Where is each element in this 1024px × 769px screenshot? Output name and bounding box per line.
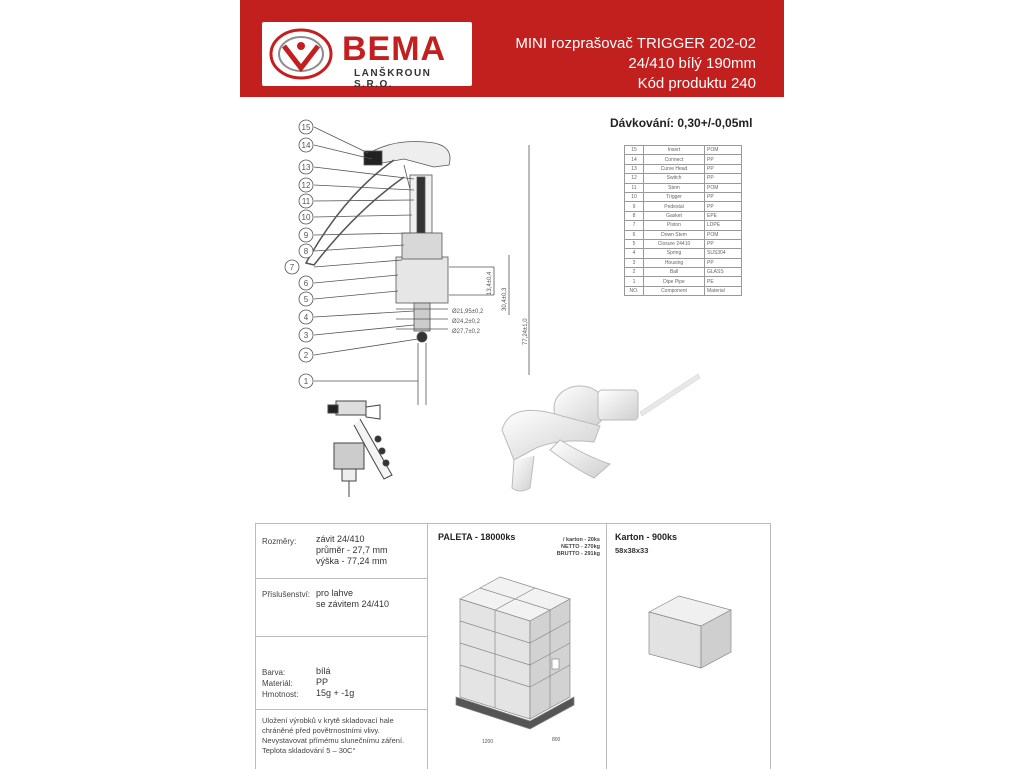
header-banner [240,0,784,97]
parts-row [625,249,742,258]
part-number: 9 [625,202,644,211]
product-photo [490,360,710,500]
parts-row [625,155,742,164]
product-sheet [240,0,784,768]
part-component: Pedestal [644,202,705,211]
carton-illustration [645,592,735,672]
parts-row [625,277,742,286]
callout-8: 8 [303,247,309,256]
color-value: bílá [316,666,331,676]
callout-4: 4 [303,313,309,322]
dimensions-value-2: průměr - 27,7 mm [316,545,388,555]
weight-label: Hmotnost: [262,690,299,699]
part-component: Housing [644,258,705,267]
part-material: PP [705,258,742,267]
part-component: Ball [644,268,705,277]
callout-15: 15 [301,123,311,132]
part-number: 1 [625,277,644,286]
part-material: Material [705,286,742,295]
part-material: EPE [705,211,742,220]
parts-row [625,258,742,267]
callout-6: 6 [303,279,309,288]
part-number: 11 [625,183,644,192]
part-material: PE [705,277,742,286]
storage-note-line: Teplota skladování 5 – 30C° [262,746,356,755]
part-number: 2 [625,268,644,277]
part-component: Piston [644,221,705,230]
storage-note [262,716,424,756]
parts-row [625,192,742,201]
callout-14: 14 [301,141,311,150]
part-material: PP [705,155,742,164]
part-component: Down Stem [644,230,705,239]
parts-table [624,145,742,296]
part-component: Gasket [644,211,705,220]
part-component: Closure 24410 [644,239,705,248]
storage-note-line: chráněné před povětrnostními vlivy. [262,726,380,735]
part-material: LDPE [705,221,742,230]
specs-column [256,524,428,769]
title-line-1: MINI rozprašovač TRIGGER 202-02 [515,35,756,52]
divider [256,709,427,710]
dim-height-2: 30,4±0,3 [502,287,508,311]
part-number: NO. [625,286,644,295]
pallet-illustration [452,569,582,749]
title-line-3: Kód produktu 240 [637,75,756,92]
brand-name: BEMA [342,30,447,68]
dim-diameter-2: Ø24,2±0,2 [452,319,480,325]
part-material: SUS304 [705,249,742,258]
callout-1: 1 [303,377,309,386]
storage-note-line: Uložení výrobků v krytě skladovací hale [262,716,394,725]
accessories-value-1: pro lahve [316,588,354,598]
part-material: GLASS [705,268,742,277]
parts-row [625,286,742,295]
part-number: 14 [625,155,644,164]
divider [256,636,427,637]
part-component: Component [644,286,705,295]
carton-size: 58x38x33 [615,546,649,555]
carton-column [607,524,770,769]
parts-row [625,146,742,155]
pallet-dim-a: 1200 [482,739,494,745]
callout-3: 3 [303,331,309,340]
dim-height-total: 77,24±1,0 [523,318,529,345]
part-number: 5 [625,239,644,248]
carton-title: Karton - 900ks [615,532,678,542]
brand-subtitle: LANŠKROUN S.R.O. [354,68,432,90]
part-number: 12 [625,174,644,183]
parts-row [625,221,742,230]
part-component: Insert [644,146,705,155]
callout-9: 9 [303,231,309,240]
pallet-title: PALETA - 18000ks [438,532,516,542]
part-material: POM [705,183,742,192]
callout-10: 10 [301,213,311,222]
pallet-brutto: BRUTTO - 291kg [556,551,600,557]
callout-13: 13 [301,163,311,172]
title-line-2: 24/410 bílý 190mm [628,55,756,72]
logo-emblem-icon [266,22,336,86]
callout-11: 11 [301,197,311,206]
part-number: 4 [625,249,644,258]
part-number: 15 [625,146,644,155]
part-material: PP [705,202,742,211]
parts-row [625,164,742,173]
part-material: PP [705,174,742,183]
divider [256,578,427,579]
material-value: PP [316,677,329,687]
part-component: Curve Head [644,164,705,173]
part-number: 13 [625,164,644,173]
part-component: Dipe Pipe [644,277,705,286]
parts-row [625,202,742,211]
material-label: Materiál: [262,679,293,688]
part-material: POM [705,230,742,239]
info-panel [255,523,771,769]
part-material: PP [705,239,742,248]
dim-diameter-3: Ø27,7±0,2 [452,329,480,335]
pallet-column [428,524,607,769]
dimensions-value-3: výška - 77,24 mm [316,556,388,566]
pallet-info [557,537,600,558]
pallet-netto: NETTO - 270kg [560,544,600,550]
dosing-text: Dávkování: 0,30+/-0,05ml [610,116,753,130]
part-number: 7 [625,221,644,230]
accessories-label: Příslušenství: [262,590,311,599]
part-component: Stem [644,183,705,192]
part-material: PP [705,164,742,173]
parts-row [625,268,742,277]
part-number: 3 [625,258,644,267]
part-component: Trigger [644,192,705,201]
part-number: 10 [625,192,644,201]
dim-diameter-1: Ø21,95±0,2 [452,309,484,315]
pallet-per-carton: / karton - 20ks [563,537,600,543]
accessories-value-2: se závitem 24/410 [316,599,390,609]
callout-7: 7 [289,263,295,272]
part-material: POM [705,146,742,155]
pallet-dim-b: 800 [552,737,561,743]
part-number: 8 [625,211,644,220]
part-material: PP [705,192,742,201]
part-component: Spring [644,249,705,258]
callout-2: 2 [303,351,309,360]
callout-12: 12 [301,181,311,190]
dimensions-label: Rozměry: [262,537,297,546]
part-component: Connect [644,155,705,164]
product-title [515,34,756,94]
parts-row [625,230,742,239]
part-number: 6 [625,230,644,239]
brand-logo [262,22,472,90]
dim-height-1: 13,4±0,4 [487,271,493,295]
callout-5: 5 [303,295,309,304]
parts-row [625,211,742,220]
color-label: Barva: [262,668,286,677]
parts-row [625,239,742,248]
side-view-sketch [320,395,400,500]
dimensions-value-1: závit 24/410 [316,534,365,544]
storage-note-line: Nevystavovat přímému slunečnímu záření. [262,736,405,745]
parts-row [625,174,742,183]
parts-row [625,183,742,192]
weight-value: 15g + -1g [316,688,355,698]
part-component: Switch [644,174,705,183]
